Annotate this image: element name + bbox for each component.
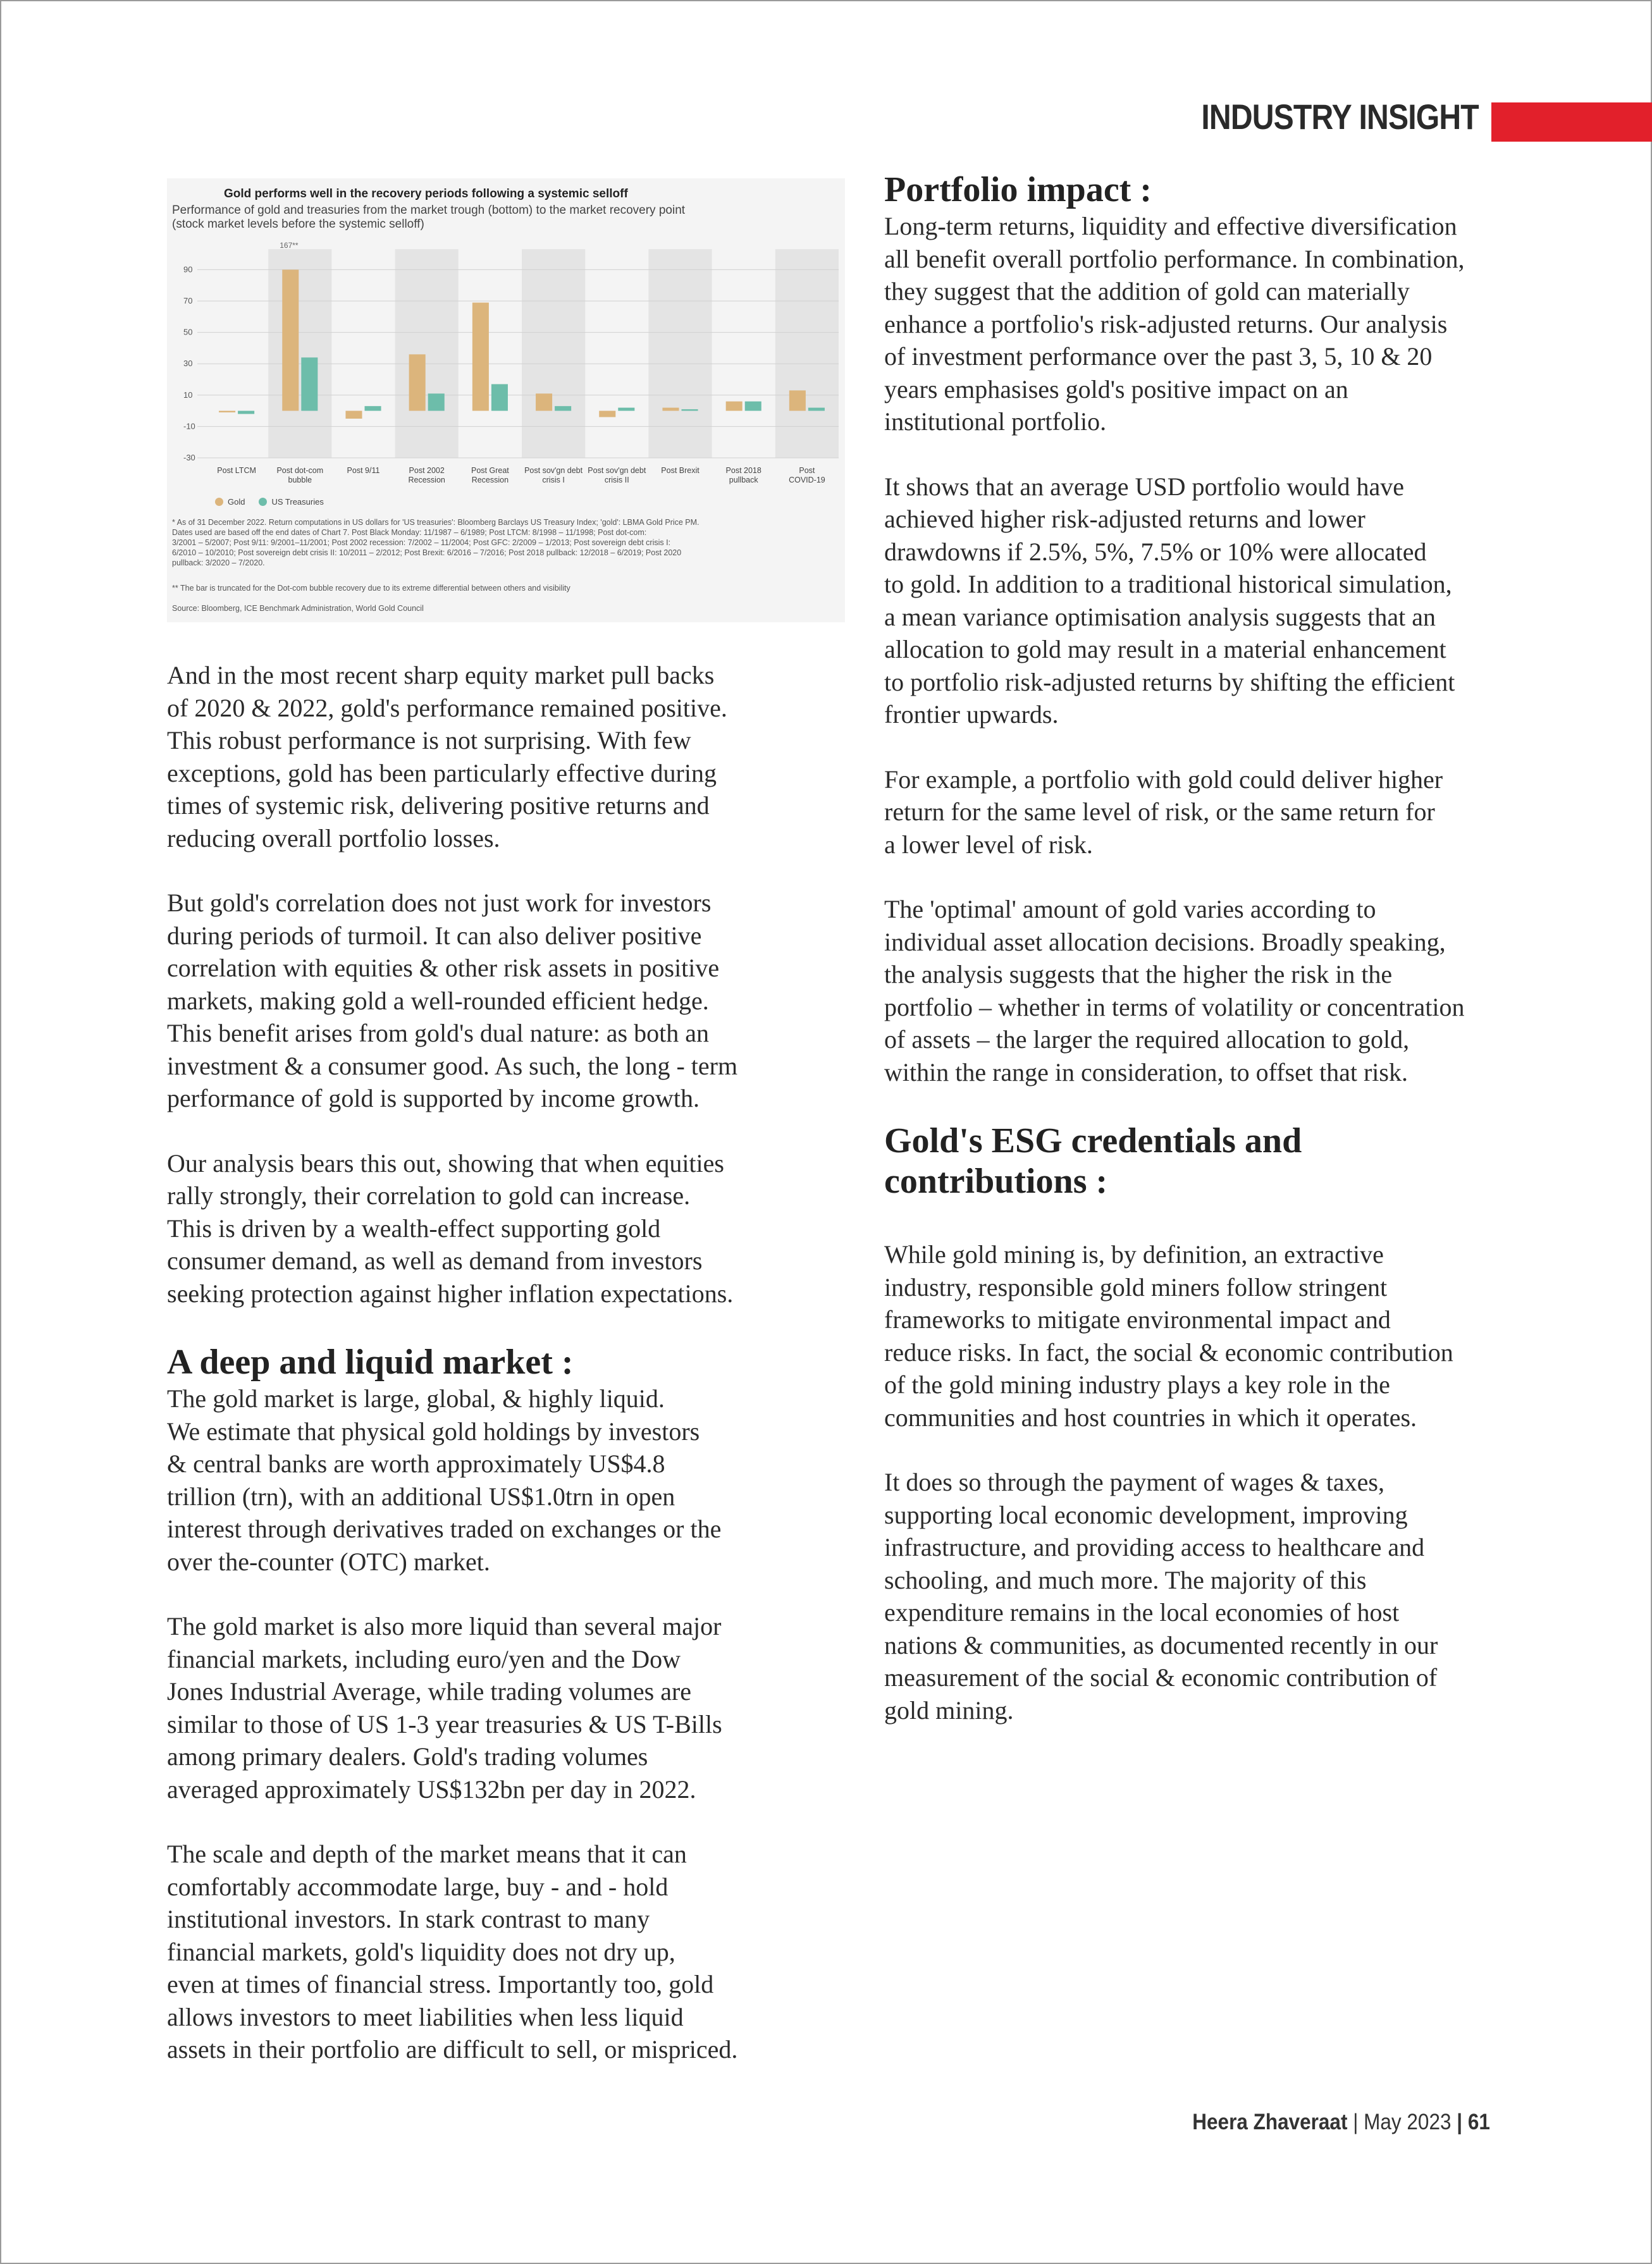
bar-gold bbox=[219, 411, 235, 412]
publication-name: Heera Zhaveraat bbox=[1192, 2110, 1348, 2134]
y-tick-label: -30 bbox=[183, 453, 195, 462]
esg-heading: Gold's ESG credentials and contributions : bbox=[884, 1121, 1302, 1201]
footer-separator-2: | bbox=[1457, 2110, 1463, 2134]
bar-gold bbox=[345, 411, 362, 419]
left-paragraph-1: And in the most recent sharp equity market pull backs of 2020 & 2022, gold's performance remained positive. This robust performance is not surprising. With few exceptions, gold has been particularly effective during times of systemic risk, delivering positive returns and reducing overall portfolio losses. bbox=[167, 661, 727, 852]
legend-label-treasuries: US Treasuries bbox=[271, 497, 324, 507]
chart-figure bbox=[167, 178, 845, 622]
x-category-label: Post 2002 Recession bbox=[408, 466, 445, 484]
right-paragraph-3: For example, a portfolio with gold could deliver higher return for the same level of risk, or the same return for a lower level of risk. bbox=[884, 765, 1443, 859]
x-category-label: Post sov'gn debt crisis I bbox=[524, 466, 583, 484]
legend-label-gold: Gold bbox=[228, 497, 245, 507]
x-category-label: Post 9/11 bbox=[347, 466, 380, 475]
y-tick-label: 30 bbox=[183, 359, 193, 369]
chart-plot bbox=[167, 178, 845, 495]
page-footer bbox=[1192, 2110, 1490, 2135]
bar-gold bbox=[472, 302, 489, 410]
legend-swatch-treasuries bbox=[259, 498, 267, 506]
issue-date: May 2023 bbox=[1364, 2110, 1452, 2134]
left-paragraph-3: Our analysis bears this out, showing that when equities rally strongly, their correlation to gold can increase. This is driven by a wealth-effect supporting gold consumer demand, as well as demand from investors seeking protection against higher inflation expectations. bbox=[167, 1148, 734, 1308]
left-paragraph-2: But gold's correlation does not just work for investors during periods of turmoil. It can also deliver positive correlation with equities & other risk assets in positive markets, making gold a well-rounded efficient hedge. This benefit arises from gold's dual nature: as both an investment & a consumer good. As such, the long - term performance of gold is supported by income growth. bbox=[167, 889, 738, 1112]
bar-gold bbox=[409, 354, 426, 410]
right-paragraph-4: The 'optimal' amount of gold varies according to individual asset allocation decisions. Broadly speaking, the analysis suggests that the higher the risk in the portfolio – whether in terms of volatility or concentration of assets – the larger the required allocation to gold, within the range in consideration, to offset that risk. bbox=[884, 895, 1465, 1086]
section-label: INDUSTRY INSIGHT bbox=[1201, 97, 1479, 137]
left-paragraph-6: The scale and depth of the market means that it can comfortably accommodate large, buy - and - hold institutional investors. In stark contrast to many financial markets, gold's liquidity does not dry up, even at times of financial stress. Importantly too, gold allows investors to meet liabilities when less liquid assets in their portfolio are difficult to sell, or mispriced. bbox=[167, 1840, 738, 2064]
chart-subtitle: Performance of gold and treasuries from the market trough (bottom) to the market recovery point (stock market levels before the systemic selloff) bbox=[172, 204, 686, 231]
x-category-label: Post dot-com bubble bbox=[276, 466, 324, 484]
bar-treasuries bbox=[555, 406, 571, 410]
bar-treasuries bbox=[301, 357, 317, 410]
y-tick-label: -10 bbox=[183, 421, 195, 431]
bar-treasuries bbox=[745, 402, 761, 411]
bar-treasuries bbox=[808, 408, 825, 411]
legend-item-gold bbox=[215, 497, 245, 507]
bar-treasuries bbox=[238, 411, 254, 414]
deep-liquid-market-heading: A deep and liquid market : bbox=[167, 1343, 574, 1382]
bar-treasuries bbox=[428, 393, 445, 410]
x-category-label: Post Brexit bbox=[661, 466, 700, 475]
page-number: 61 bbox=[1467, 2110, 1490, 2134]
x-category-label: Post sov'gn debt crisis II bbox=[588, 466, 646, 484]
bar-gold bbox=[789, 390, 806, 410]
left-paragraph-5: The gold market is also more liquid than several major financial markets, including euro/yen and the Dow Jones Industrial Average, while trading volumes are similar to those of US 1-3 year treasuries & US T-Bills among primary dealers. Gold's trading volumes averaged approximately US$132bn per day in 2022. bbox=[167, 1612, 722, 1804]
right-paragraph-2: It shows that an average USD portfolio would have achieved higher risk-adjusted returns and lower drawdowns if 2.5%, 5%, 7.5% or 10% were allocated to gold. In addition to a traditional historical simulation, a mean variance optimisation analysis suggests that an allocation to gold may result in a material enhancement to portfolio risk-adjusted returns by shifting the efficient frontier upwards. bbox=[884, 472, 1455, 729]
bar-gold bbox=[726, 402, 743, 411]
legend-swatch-gold bbox=[215, 498, 223, 506]
x-category-label: Post LTCM bbox=[217, 466, 256, 475]
bar-gold bbox=[536, 393, 552, 410]
chart-title: Gold performs well in the recovery periods following a systemic selloff bbox=[224, 187, 628, 200]
bar-treasuries bbox=[365, 406, 381, 410]
bar-treasuries bbox=[682, 409, 698, 410]
chart-source: Source: Bloomberg, ICE Benchmark Administration, World Gold Council bbox=[172, 604, 424, 613]
chart-footnote-1: * As of 31 December 2022. Return computations in US dollars for 'US treasuries': Bloomberg Barclays US Treasury Index; 'gold': LBMA Gold Price PM. Dates used are based off the end dates of Chart 7. Post Black Monday: 11/1987 – 6/1989; Post LTCM: 8/1998 – 11/1998; Post dot-com: 3/2001 – 5/2007; Post 9/11: 9/2001–11/2001; Post 2002 recession: 7/2002 – 11/2004; Post GFC: 2/2009 – 1/2013; Post sovereign debt crisis I: 6/2010 – 10/2010; Post sovereign debt crisis II: 10/2011 – 2/2012; Post Brexit: 6/2016 – 7/2016; Post 2018 pullback: 12/2018 – 6/2019; Post 2020 pullback: 3/2020 – 7/2020. bbox=[172, 518, 700, 567]
left-column bbox=[167, 659, 806, 2098]
bar-treasuries bbox=[491, 384, 508, 410]
y-tick-label: 10 bbox=[183, 390, 193, 400]
right-paragraph-1: Long-term returns, liquidity and effective diversification all benefit overall portfolio performance. In combination, they suggest that the addition of gold can materially enhance a portfolio's risk-adjusted returns. Our analysis of investment performance over the past 3, 5, 10 & 20 years emphasises gold's positive impact on an institutional portfolio. bbox=[884, 212, 1465, 436]
header-accent-bar bbox=[1491, 102, 1652, 142]
footer-separator-1: | bbox=[1353, 2110, 1359, 2134]
y-tick-label: 50 bbox=[183, 327, 193, 337]
chart-legend bbox=[215, 497, 324, 507]
bar-treasuries bbox=[618, 408, 634, 411]
legend-item-treasuries bbox=[259, 497, 323, 507]
y-tick-label: 90 bbox=[183, 264, 193, 274]
right-column bbox=[884, 169, 1523, 1759]
x-category-label: Post 2018 pullback bbox=[725, 466, 761, 484]
x-category-label: Post Great Recession bbox=[471, 466, 509, 484]
x-category-label: Post COVID-19 bbox=[789, 466, 825, 484]
truncated-bar-label: 167** bbox=[280, 241, 299, 250]
bar-gold bbox=[599, 411, 615, 417]
portfolio-impact-heading: Portfolio impact : bbox=[884, 170, 1152, 209]
chart-footnote-2: ** The bar is truncated for the Dot-com bubble recovery due to its extreme differential between others and visibility bbox=[172, 584, 570, 593]
right-paragraph-5: While gold mining is, by definition, an extractive industry, responsible gold miners follow stringent frameworks to mitigate environmental impact and reduce risks. In fact, the social & economic contribution of the gold mining industry plays a key role in the communities and host countries in which it operates. bbox=[884, 1240, 1453, 1432]
left-paragraph-4: The gold market is large, global, & highly liquid. We estimate that physical gold holdings by investors & central banks are worth approximately US$4.8 trillion (trn), with an additional US$1.0trn in open interest through derivatives traded on exchanges or the over the-counter (OTC) market. bbox=[167, 1384, 722, 1576]
y-tick-label: 70 bbox=[183, 296, 193, 305]
bar-gold bbox=[662, 408, 679, 411]
bar-gold bbox=[282, 269, 299, 410]
right-paragraph-6: It does so through the payment of wages & taxes, supporting local economic development, improving infrastructure, and providing access to healthcare and schooling, and much more. The majority of this expenditure remains in the local economies of host nations & communities, as documented recently in our measurement of the social & economic contribution of gold mining. bbox=[884, 1468, 1438, 1725]
